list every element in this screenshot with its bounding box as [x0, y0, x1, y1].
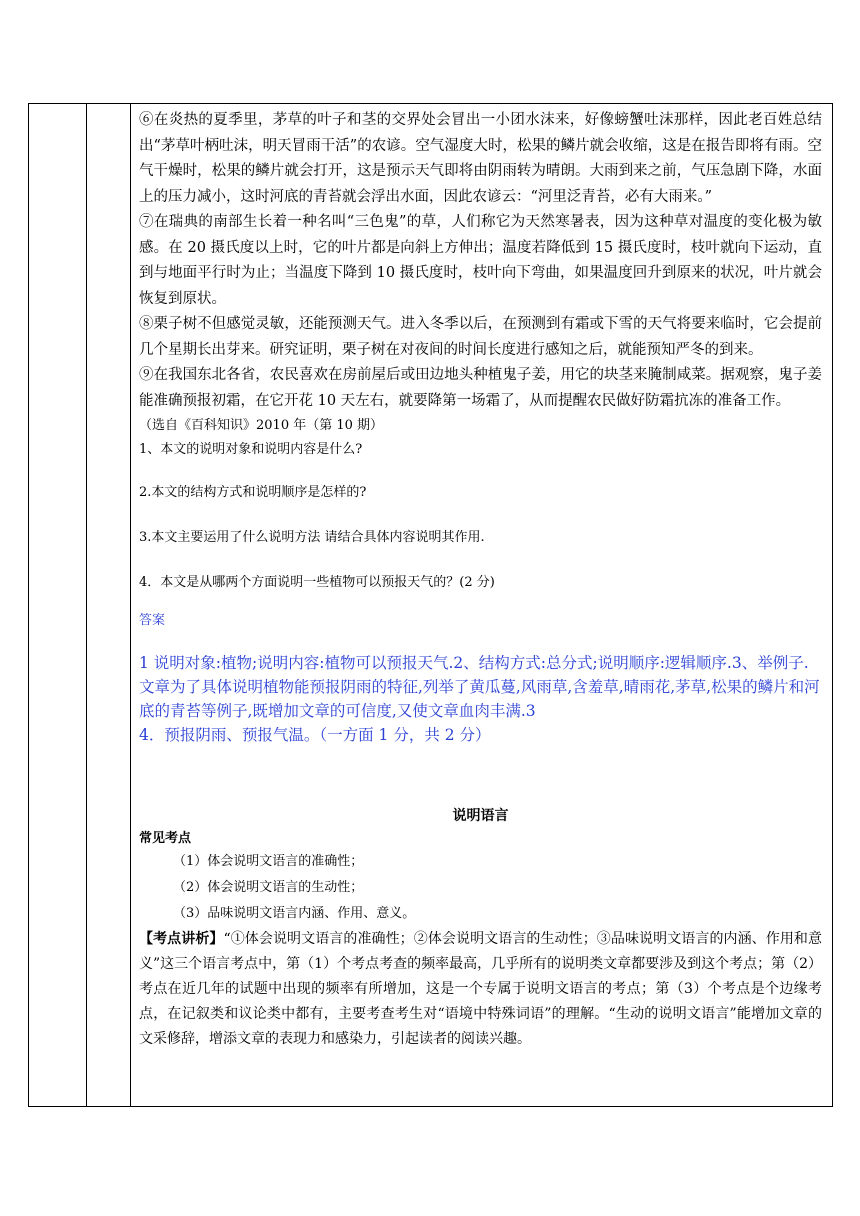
- question-3: 3.本文主要运用了什么说明方法 请结合具体内容说明其作用.: [139, 530, 485, 545]
- content-cell: [131, 104, 832, 1106]
- table-frame: [28, 103, 833, 1107]
- paragraph-8: ⑧栗子树不但感觉灵敏，还能预测天气。进入冬季以后，在预测到有霜或下雪的天气将要来临时，它会提前几个星期长出芽来。研究证明，栗子树在对夜间的时间长度进行感知之后，就能预知严冬的到来。: [139, 316, 822, 358]
- common-points-heading: 常见考点: [139, 831, 192, 846]
- section-title: 说明语言: [452, 808, 509, 824]
- table-column-1: [29, 104, 87, 1106]
- question-4: 4．本文是从哪两个方面说明一些植物可以预报天气的？(2 分): [139, 575, 495, 590]
- common-point-2: （2）体会说明文语言的生动性；: [173, 880, 364, 895]
- paragraph-6: ⑥在炎热的夏季里，茅草的叶子和茎的交界处会冒出一小团水沫来，好像螃蟹吐沫那样，因此老百姓总结出“茅草叶柄吐沫，明天冒雨干活”的农谚。空气湿度大时，松果的鳞片就会收缩，这是在报告即将有雨。空气干燥时，松果的鳞片就会打开，这是预示天气即将由阴雨转为晴朗。大雨到来之前，气压急剧下降，水面上的压力减小，这时河底的青苔就会浮出水面，因此农谚云：“河里泛青苔，必有大雨来。”: [139, 112, 822, 205]
- table-column-2: [87, 104, 131, 1106]
- answer-label: 答案: [139, 613, 166, 628]
- analysis-paragraph: [139, 927, 822, 1052]
- common-point-3: （3）品味说明文语言内涵、作用、意义。: [173, 906, 416, 921]
- answer-text: 1 说明对象:植物;说明内容:植物可以预报天气.2、结构方式:总分式;说明顺序:逻辑顺序.3、举例子.文章为了具体说明植物能预报阴雨的特征,列举了黄瓜蔓,风雨草,含羞草,晴雨花,茅草,松果的鳞片和河底的青苔等例子,既增加文章的可信度,又使文章血肉丰满.3: [139, 654, 820, 720]
- paragraph-9: ⑨在我国东北各省，农民喜欢在房前屋后或田边地头种植鬼子姜，用它的块茎来腌制咸菜。据观察，鬼子姜能准确预报初霜，在它开花 10 天左右，就要降第一场霜了，从而提醒农民做好防霜抗冻的准备工作。: [139, 367, 822, 409]
- question-1: 1、本文的说明对象和说明内容是什么?: [139, 442, 363, 457]
- answer-4: 4．预报阴雨、预报气温。（一方面 1 分，共 2 分）: [139, 726, 491, 744]
- question-2: 2.本文的结构方式和说明顺序是怎样的?: [139, 485, 367, 500]
- paragraph-7: ⑦在瑞典的南部生长着一种名叫“三色鬼”的草，人们称它为天然寒暑表，因为这种草对温度的变化极为敏感。在 20 摄氏度以上时，它的叶片都是向斜上方伸出；温度若降低到 15 摄氏度时，枝叶就向下运动，直到与地面平行时为止；当温度下降到 10 摄氏度时，枝叶向下弯曲，如果温度回升到原来的状况，叶片就会恢复到原状。: [139, 214, 822, 307]
- analysis-label: 【考点讲析】: [139, 931, 224, 947]
- common-point-1: （1）体会说明文语言的准确性；: [173, 854, 364, 869]
- analysis-text: “①体会说明文语言的准确性；②体会说明文语言的生动性；③品味说明文语言的内涵、作用和意义”这三个语言考点中，第（1）个考点考查的频率最高，几乎所有的说明类文章都要涉及到这个考点；第（2）考点在近几年的试题中出现的频率有所增加，这是一个专属于说明文语言的考点；第（3）个考点是个边缘考点，在记叙类和议论类中都有，主要考查考生对“语境中特殊词语”的理解。“生动的说明文语言”能增加文章的文采修辞，增添文章的表现力和感染力，引起读者的阅读兴趣。: [139, 931, 823, 1047]
- source-note: （选自《百科知识》2010 年（第 10 期）: [139, 418, 384, 433]
